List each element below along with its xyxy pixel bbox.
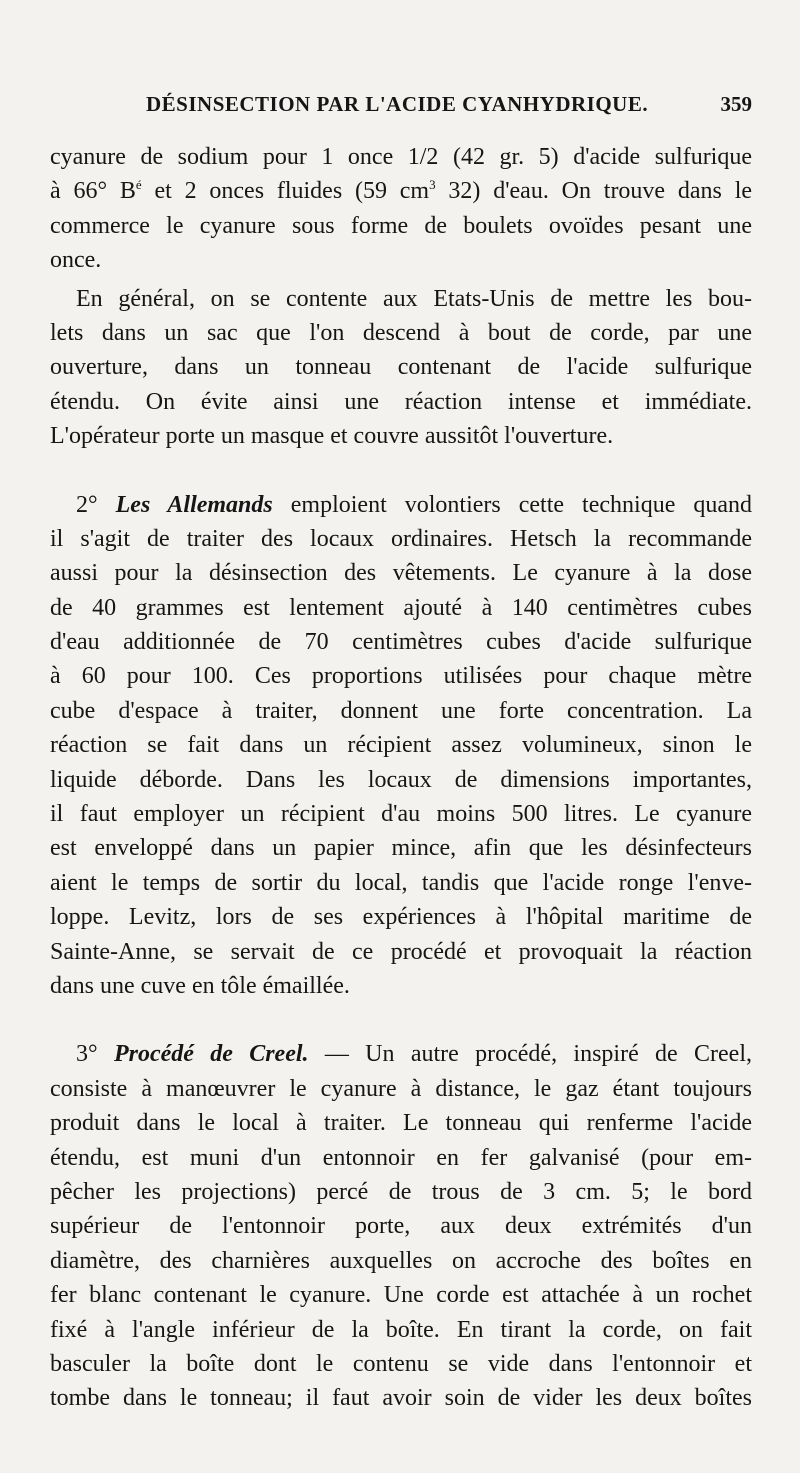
text-line: fer blanc contenant le cyanure. Une corde est attachée à un rochet (50, 1282, 752, 1309)
text-line: lets dans un sac que l'on descend à bout de corde, par une (50, 319, 752, 346)
paragraph-4 (50, 1037, 752, 1415)
section-term: Procédé de Creel. (113, 1041, 309, 1068)
paragraph-spacer (50, 1003, 752, 1037)
text-line (50, 488, 752, 522)
text-line: loppe. Levitz, lors de ses expériences à l'hôpital maritime de (50, 904, 752, 931)
text-line: commerce le cyanure sous forme de boulets ovoïdes pesant une (50, 212, 752, 239)
text-line: il faut employer un récipient d'au moins 500 litres. Le cyanure (50, 801, 752, 828)
text-fragment: — Un autre procédé, inspiré de Creel, (324, 1041, 753, 1068)
text-line: tombe dans le tonneau; il faut avoir soin de vider les deux boîtes (50, 1385, 752, 1412)
text-line: En général, on se contente aux Etats-Unis de mettre les bou- (76, 285, 752, 312)
paragraph-spacer (50, 454, 752, 488)
text-line: once. (50, 247, 102, 274)
section-number: 3° (76, 1041, 98, 1068)
text-line: diamètre, des charnières auxquelles on accroche des boîtes en (50, 1247, 752, 1274)
text-line: L'opérateur porte un masque et couvre aussitôt l'ouverture. (50, 423, 614, 450)
text-line: basculer la boîte dont le contenu se vide dans l'entonnoir et (50, 1350, 752, 1377)
section-term: Les Allemands (115, 491, 273, 518)
text-line: réaction se fait dans un récipient assez volumineux, sinon le (50, 732, 752, 759)
section-number: 2° (76, 491, 98, 518)
text-line: de 40 grammes est lentement ajouté à 140 centimètres cubes (50, 594, 752, 621)
text-line: à 60 pour 100. Ces proportions utilisées pour chaque mètre (50, 663, 752, 690)
superscript: 3 (429, 177, 436, 193)
text-line: consiste à manœuvrer le cyanure à distance, le gaz étant toujours (50, 1075, 752, 1102)
text-line: liquide déborde. Dans les locaux de dimensions importantes, (50, 766, 752, 793)
text-line: produit dans le local à traiter. Le tonneau qui renferme l'acide (50, 1110, 752, 1137)
text-fragment: emploient volontiers cette technique quand (290, 491, 753, 518)
text-line: supérieur de l'entonnoir porte, aux deux extrémités d'un (50, 1213, 752, 1240)
text-line (50, 174, 752, 208)
paragraph-2 (50, 282, 752, 454)
page-body (50, 140, 752, 1416)
superscript: é (135, 177, 142, 193)
text-fragment: 32) d'eau. On trouve dans le (448, 178, 753, 205)
text-line (50, 1037, 752, 1071)
text-line: est enveloppé dans un papier mince, afin que les désinfecteurs (50, 835, 752, 862)
text-line: cube d'espace à traiter, donnent une forte concentration. La (50, 697, 752, 724)
text-line: d'eau additionnée de 70 centimètres cubes d'acide sulfurique (50, 629, 752, 656)
page-number: 359 (720, 92, 752, 116)
text-fragment: et 2 onces fluides (59 cm (154, 178, 430, 205)
paragraph-3 (50, 488, 752, 1004)
text-line: aussi pour la désinsection des vêtements. Le cyanure à la dose (50, 560, 752, 587)
text-line: ouverture, dans un tonneau contenant de l'acide sulfurique (50, 354, 752, 381)
text-line: dans une cuve en tôle émaillée. (50, 972, 350, 999)
text-line: aient le temps de sortir du local, tandis que l'acide ronge l'enve- (50, 869, 752, 896)
paragraph-1 (50, 140, 752, 278)
page-header (50, 92, 752, 122)
text-line: Sainte-Anne, se servait de ce procédé et provoquait la réaction (50, 938, 752, 965)
text-line: il s'agit de traiter des locaux ordinaires. Hetsch la recommande (50, 525, 752, 552)
running-title: DÉSINSECTION PAR L'ACIDE CYANHYDRIQUE. (146, 92, 649, 116)
text-line: pêcher les projections) percé de trous de 3 cm. 5; le bord (50, 1178, 752, 1205)
text-fragment: à 66° B (50, 178, 136, 205)
text-line: étendu. On évite ainsi une réaction intense et immédiate. (50, 388, 752, 415)
text-line: cyanure de sodium pour 1 once 1/2 (42 gr. 5) d'acide sulfurique (50, 144, 752, 170)
text-line: fixé à l'angle inférieur de la boîte. En tirant la corde, on fait (50, 1316, 752, 1343)
text-line: étendu, est muni d'un entonnoir en fer galvanisé (pour em- (50, 1144, 752, 1171)
